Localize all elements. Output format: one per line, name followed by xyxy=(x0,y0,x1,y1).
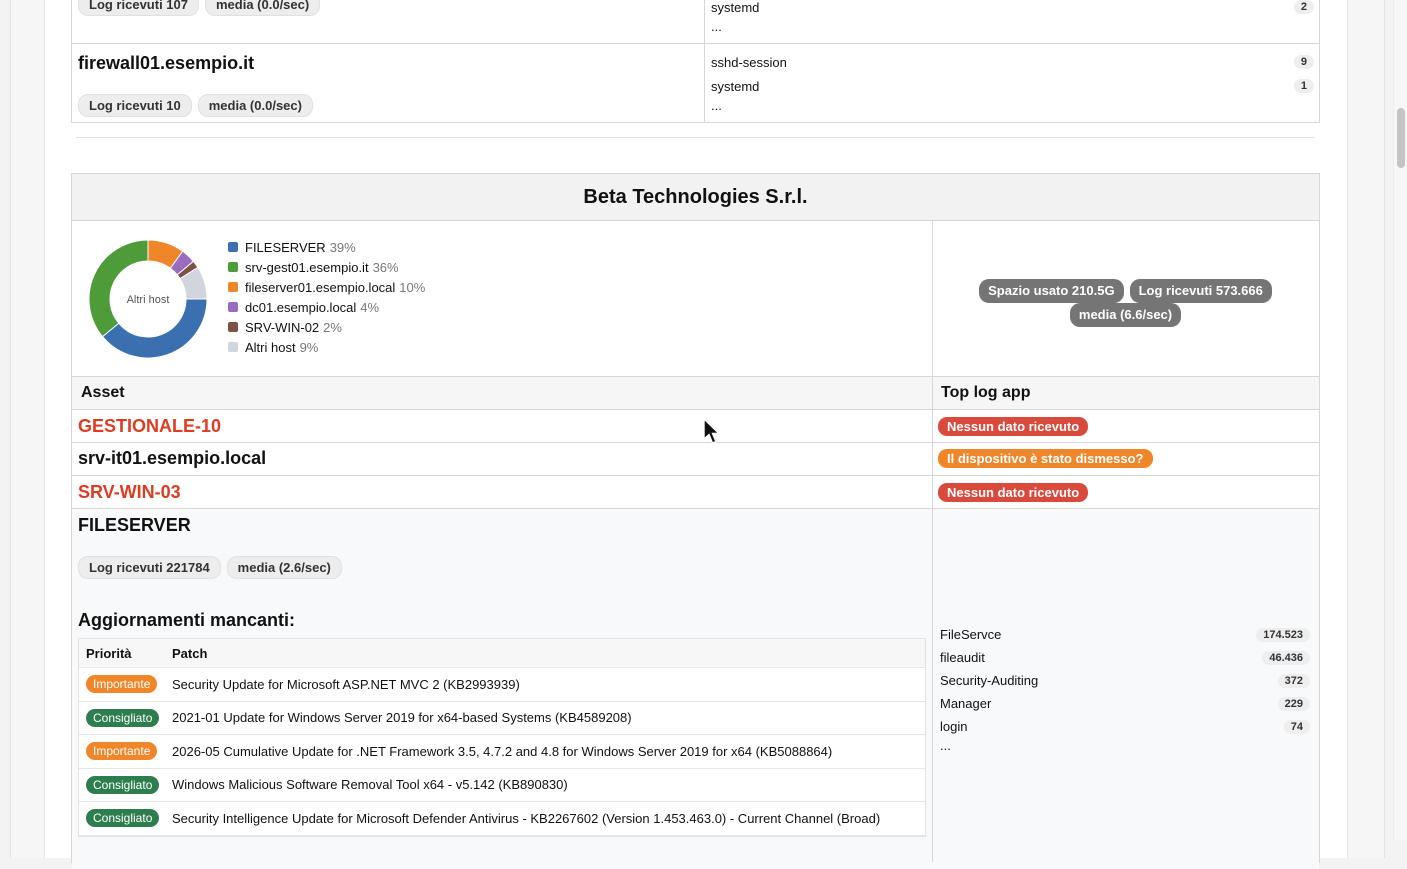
company-header xyxy=(72,174,1319,221)
updates-heading: Aggiornamenti mancanti: xyxy=(78,610,296,630)
col-header-patch: Patch xyxy=(172,645,208,661)
legend-percent: 10% xyxy=(399,279,426,295)
rate-pill: media (0.0/sec) xyxy=(198,94,313,117)
status-badge: Nessun dato ricevuto xyxy=(938,483,1088,502)
asset-name-fileserver[interactable]: FILESERVER xyxy=(78,515,191,535)
app-name: Manager xyxy=(940,696,992,711)
log-count-pill: Log ricevuti 10 xyxy=(78,94,192,117)
priority-badge: Consigliato xyxy=(86,809,159,827)
table-row xyxy=(72,476,1319,508)
status-badge: Nessun dato ricevuto xyxy=(938,417,1088,436)
col-header-priority: Priorità xyxy=(86,645,132,661)
partial-row-apps xyxy=(711,0,1314,39)
table-row xyxy=(72,410,1319,442)
legend-item[interactable] xyxy=(228,297,425,317)
patch-title: Windows Malicious Software Removal Tool x64 - v5.142 (KB890830) xyxy=(172,777,568,793)
legend-percent: 2% xyxy=(323,319,342,335)
log-count-pill: Log ricevuti 221784 xyxy=(78,556,221,579)
firewall-pills xyxy=(78,94,319,117)
app-name: systemd xyxy=(711,0,760,15)
app-count: 46.436 xyxy=(1262,651,1310,665)
more-indicator: ... xyxy=(940,738,951,753)
app-count: 174.523 xyxy=(1256,628,1310,642)
legend-percent: 9% xyxy=(299,339,319,355)
app-name: FileServce xyxy=(940,627,1002,642)
donut-slice[interactable] xyxy=(89,240,148,337)
legend-swatch xyxy=(228,302,238,312)
legend-label: dc01.esempio.local xyxy=(245,299,357,315)
donut-slice[interactable] xyxy=(103,299,207,358)
legend-item[interactable] xyxy=(228,317,425,337)
log-count-pill: Log ricevuti 573.666 xyxy=(1130,279,1272,303)
app-count: 2 xyxy=(1294,0,1314,14)
patch-title: 2021-01 Update for Windows Server 2019 for x64-based Systems (KB4589208) xyxy=(172,710,632,726)
rate-pill: media (2.6/sec) xyxy=(227,556,342,579)
legend-percent: 4% xyxy=(360,299,380,315)
app-name: login xyxy=(940,719,968,734)
legend-swatch xyxy=(228,262,238,272)
rate-pill: media (6.6/sec) xyxy=(1070,303,1181,327)
fileserver-pills xyxy=(78,556,348,579)
patch-title: 2026-05 Cumulative Update for .NET Framework 3.5, 4.7.2 and 4.8 for Windows Server 2019 for x64 (KB5088864) xyxy=(172,743,833,759)
app-count: 9 xyxy=(1294,55,1314,69)
company-title: Beta Technologies S.r.l. xyxy=(583,185,808,208)
section-divider xyxy=(76,137,1314,138)
table-row xyxy=(79,802,925,836)
table-row xyxy=(79,668,925,702)
priority-badge: Consigliato xyxy=(86,776,159,794)
legend-item[interactable] xyxy=(228,237,425,257)
app-count: 74 xyxy=(1284,720,1310,734)
rate-pill: media (0.0/sec) xyxy=(205,0,320,16)
app-name: Security-Auditing xyxy=(940,673,1039,688)
log-count-pill: Log ricevuti 107 xyxy=(78,0,199,16)
legend-item[interactable] xyxy=(228,337,425,357)
app-name: systemd xyxy=(711,78,760,94)
mouse-cursor-icon xyxy=(703,418,721,446)
col-header-asset: Asset xyxy=(81,384,125,401)
legend-label: fileserver01.esempio.local xyxy=(245,279,396,295)
legend-label: Altri host xyxy=(245,339,296,355)
app-count: 1 xyxy=(1294,79,1314,93)
legend-percent: 36% xyxy=(372,259,399,275)
legend-label: SRV-WIN-02 xyxy=(245,319,320,335)
host-table-previous xyxy=(71,0,1320,123)
legend-swatch xyxy=(228,242,238,252)
table-row xyxy=(79,735,925,769)
chart-legend xyxy=(228,237,425,357)
page-scrollbar[interactable] xyxy=(1393,0,1407,840)
patch-header-row xyxy=(79,639,925,668)
company-summary xyxy=(952,279,1299,327)
asset-name-gestionale[interactable]: GESTIONALE-10 xyxy=(78,416,222,436)
donut-center-label: Altri host xyxy=(126,294,170,306)
table-row xyxy=(79,769,925,803)
more-indicator: ... xyxy=(711,98,722,113)
partial-row-pills xyxy=(78,0,326,16)
legend-percent: 39% xyxy=(329,239,356,255)
asset-name-srv-it01[interactable]: srv-it01.esempio.local xyxy=(78,448,267,468)
app-count: 229 xyxy=(1278,697,1310,711)
legend-swatch xyxy=(228,342,238,352)
table-row xyxy=(79,702,925,736)
legend-item[interactable] xyxy=(228,277,425,297)
priority-badge: Consigliato xyxy=(86,709,159,727)
fileserver-apps xyxy=(940,623,1310,758)
app-name: fileaudit xyxy=(940,650,985,665)
host-name-firewall: firewall01.esempio.it xyxy=(78,53,255,73)
priority-badge: Importante xyxy=(86,742,157,760)
missing-updates-table xyxy=(78,638,926,837)
legend-swatch xyxy=(228,322,238,332)
app-count: 372 xyxy=(1278,674,1310,688)
firewall-apps xyxy=(711,50,1314,118)
priority-badge: Importante xyxy=(86,675,157,693)
legend-item[interactable] xyxy=(228,257,425,277)
legend-swatch xyxy=(228,282,238,292)
patch-title: Security Intelligence Update for Microsoft Defender Antivirus - KB2267602 (Version 1.453.463.0) - Current Channel (Broad) xyxy=(172,810,881,826)
table-row xyxy=(72,443,1319,475)
more-indicator: ... xyxy=(711,19,722,34)
legend-label: srv-gest01.esempio.it xyxy=(245,259,369,275)
legend-label: FILESERVER xyxy=(245,239,326,255)
status-badge: Il dispositivo è stato dismesso? xyxy=(938,449,1153,468)
col-header-top-log-app: Top log app xyxy=(941,384,1031,401)
column-header-row xyxy=(72,377,1319,409)
asset-name-srv-win-03[interactable]: SRV-WIN-03 xyxy=(78,482,181,502)
host-distribution-donut xyxy=(85,236,211,362)
app-name: sshd-session xyxy=(711,54,787,70)
disk-usage-pill: Spazio usato 210.5G xyxy=(979,279,1123,303)
scrollbar-thumb[interactable] xyxy=(1397,108,1405,168)
patch-title: Security Update for Microsoft ASP.NET MVC 2 (KB2993939) xyxy=(172,676,520,692)
